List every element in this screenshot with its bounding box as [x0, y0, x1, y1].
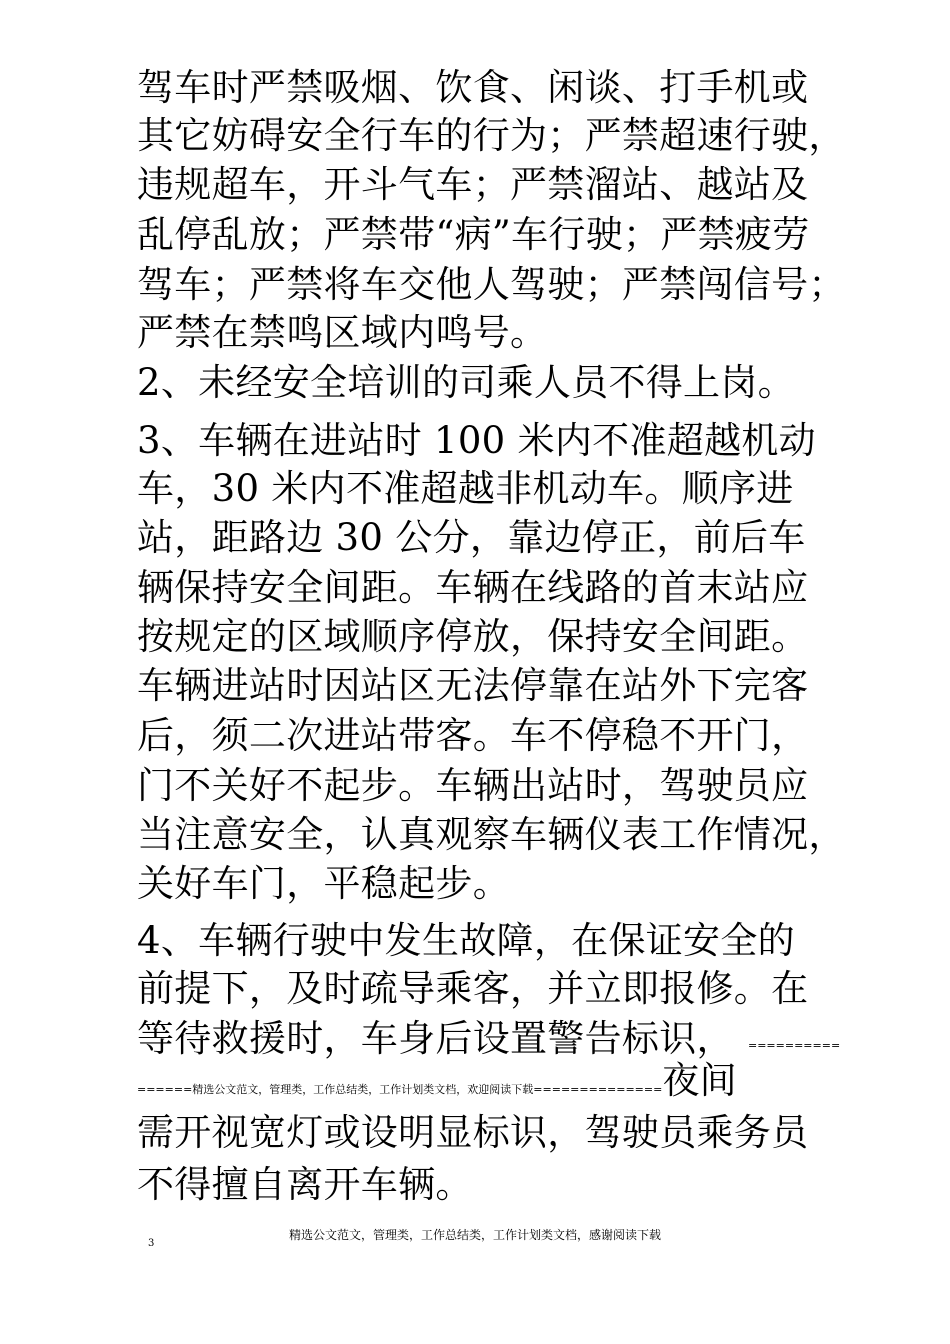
- body-line: 3、车辆在进站时 100 米内不准超越机动: [137, 419, 816, 462]
- body-line: 乱停乱放；严禁带“病”车行驶；严禁疲劳: [137, 213, 810, 256]
- page-footer: 精选公文范文，管理类，工作总结类，工作计划类文档，感谢阅读下载: [288, 1228, 661, 1242]
- body-line: 门不关好不起步。车辆出站时，驾驶员应: [137, 764, 809, 807]
- body-line: 后，须二次进站带客。车不停稳不开门，: [137, 714, 809, 757]
- body-line: 关好车门，平稳起步。: [137, 862, 510, 905]
- body-line: 当注意安全，认真观察车辆仪表工作情况，: [137, 813, 846, 856]
- body-line: 车辆进站时因站区无法停靠在站外下完客: [137, 664, 809, 707]
- page-number: 3: [148, 1238, 155, 1249]
- body-line: 驾车；严禁将车交他人驾驶；严禁闯信号；: [137, 263, 846, 306]
- body-line: 站，距路边 30 公分，靠边停正，前后车: [137, 516, 806, 559]
- body-line: 2、未经安全培训的司乘人员不得上岗。: [137, 361, 795, 404]
- body-line: 按规定的区域顺序停放，保持安全间距。: [137, 615, 809, 658]
- body-line: 其它妨碍安全行车的行为；严禁超速行驶，: [137, 114, 846, 157]
- body-line: 车，30 米内不准超越非机动车。顺序进: [137, 467, 794, 510]
- body-line: 不得擅自离开车辆。: [137, 1163, 473, 1206]
- body-line: 严禁在禁鸣区域内鸣号。: [137, 311, 548, 354]
- body-line: 违规超车，开斗气车；严禁溜站、越站及: [137, 163, 809, 206]
- body-line: 前提下，及时疏导乘客，并立即报修。在: [137, 967, 809, 1010]
- body-line: 等待救援时，车身后设置警告标识，: [137, 1017, 734, 1060]
- body-line: 需开视宽灯或设明显标识，驾驶员乘务员: [137, 1111, 809, 1154]
- banner-text: ======精选公文范文，管理类，工作总结类，工作计划类文档，欢迎阅读下载==============: [137, 1083, 663, 1096]
- banner-rule: ==========: [748, 1039, 841, 1052]
- continuation-text: 夜间: [662, 1059, 737, 1102]
- body-line: 4、车辆行驶中发生故障，在保证安全的: [137, 919, 795, 962]
- body-line: 辆保持安全间距。车辆在线路的首末站应: [137, 566, 809, 609]
- banner-line: [137, 1058, 737, 1104]
- body-line: 驾车时严禁吸烟、饮食、闲谈、打手机或: [137, 66, 809, 109]
